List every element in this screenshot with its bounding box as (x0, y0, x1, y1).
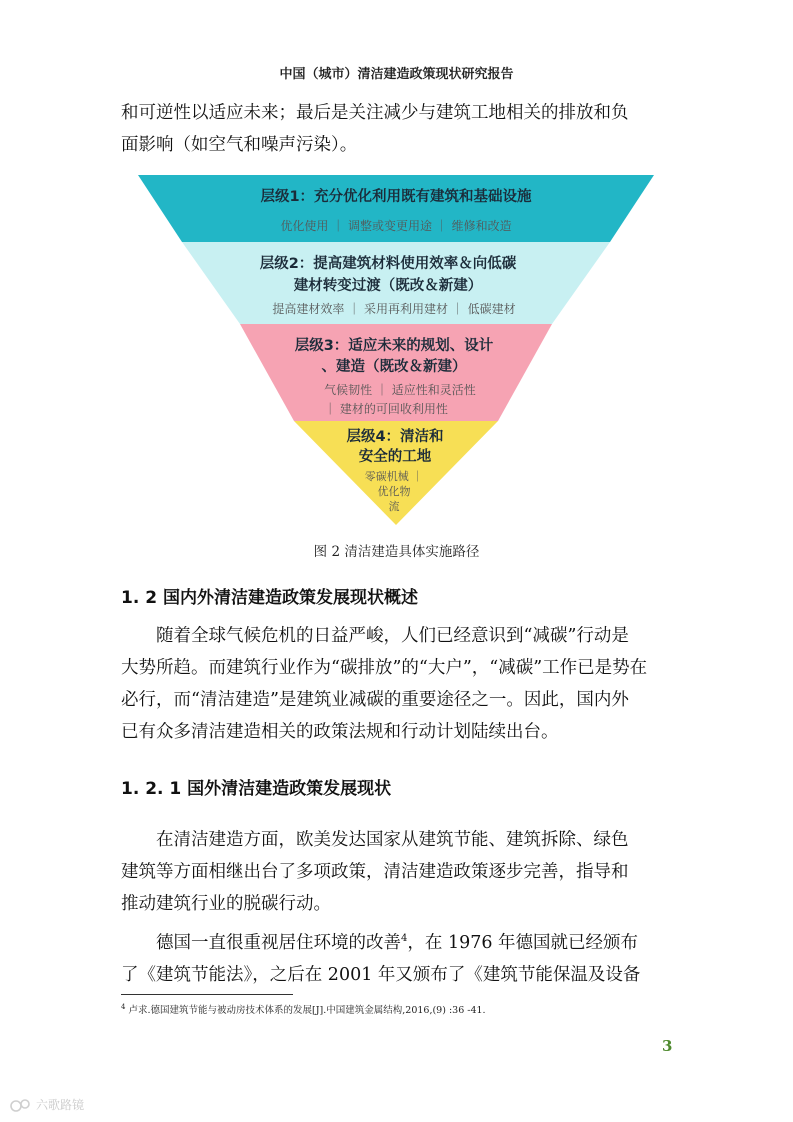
level4-title-line1: 层级4：清洁和 (346, 429, 444, 445)
level2-title-line2: 建材转变过渡（既改＆新建） (293, 278, 483, 294)
intro-line-2: 面影响（如空气和噪声污染）。 (121, 135, 358, 155)
page-number: 3 (662, 1037, 673, 1055)
s121-p2-line-1a: 德国一直很重视居住环境的改善 (156, 932, 401, 953)
watermark-logo-icon (10, 1097, 32, 1113)
footnote (121, 1002, 486, 1016)
level3-title-line2: 、建造（既改＆新建） (321, 359, 467, 375)
s121-p1-line-2: 建筑等方面相继出台了多项政策，清洁建造政策逐步完善，指导和 (121, 862, 629, 882)
pyramid-figure (138, 172, 654, 527)
level4-items-line3: 流 (388, 500, 400, 513)
level4-title-line2: 安全的工地 (358, 449, 432, 465)
s121-p1-line-3: 推动建筑行业的脱碳行动。 (121, 894, 331, 914)
footnote-text: 卢求.德国建筑节能与被动房技术体系的发展[J].中国建筑金属结构,2016,(9) :36 -41. (125, 1005, 486, 1016)
level4-items-line1: 零碳机械 ｜ (364, 470, 424, 483)
section-1-2-1-paragraph-2 (121, 923, 673, 991)
section-heading-1-2-1: 1. 2. 1 国外清洁建造政策发展现状 (121, 779, 392, 799)
watermark (10, 1096, 84, 1113)
section-heading-1-2: 1. 2 国内外清洁建造政策发展现状概述 (121, 588, 418, 608)
intro-line-1: 和可逆性以适应未来；最后是关注减少与建筑工地相关的排放和负 (121, 103, 629, 123)
level1-items: 优化使用 ｜ 调整或变更用途 ｜ 维修和改造 (280, 219, 512, 233)
s12-line-2: 大势所趋。而建筑行业作为“碳排放”的“大户”，“减碳”工作已是势在 (121, 658, 648, 678)
intro-paragraph (121, 97, 673, 161)
s121-p2-line-2: 了《建筑节能法》，之后在 2001 年又颁布了《建筑节能保温及设备 (121, 964, 641, 985)
footnote-ref[interactable]: 4 (401, 933, 408, 944)
level3-title-line1: 层级3：适应未来的规划、设计 (294, 338, 494, 354)
s12-line-4: 已有众多清洁建造相关的政策法规和行动计划陆续出台。 (121, 722, 559, 742)
watermark-text: 六歌路镜 (36, 1098, 85, 1112)
level2-title-line1: 层级2：提高建筑材料使用效率＆向低碳 (259, 256, 517, 272)
section-1-2-paragraph (121, 620, 673, 748)
level4-items-line2: 优化物 (377, 485, 411, 498)
level3-items-line1: 气候韧性 ｜ 适应性和灵活性 (324, 383, 476, 397)
footnote-marker: 4 (121, 1002, 126, 1011)
s12-line-1: 随着全球气候危机的日益严峻，人们已经意识到“减碳”行动是 (156, 626, 629, 646)
s121-p1-line-1: 在清洁建造方面，欧美发达国家从建筑节能、建筑拆除、绿色 (156, 830, 629, 850)
level3-items-line2: ｜ 建材的可回收利用性 (324, 402, 448, 416)
figure-caption: 图 2 清洁建造具体实施路径 (313, 544, 480, 560)
footnote-divider (121, 994, 293, 995)
page-header: 中国（城市）清洁建造政策现状研究报告 (279, 67, 514, 82)
level2-items: 提高建材效率 ｜ 采用再利用建材 ｜ 低碳建材 (272, 302, 516, 316)
s121-p2-line-1b: ，在 1976 年德国就已经颁布 (407, 932, 639, 953)
section-1-2-1-paragraph-1 (121, 824, 673, 920)
s12-line-3: 必行，而“清洁建造”是建筑业减碳的重要途径之一。因此，国内外 (121, 690, 629, 710)
level1-title: 层级1：充分优化利用既有建筑和基础设施 (260, 189, 532, 205)
